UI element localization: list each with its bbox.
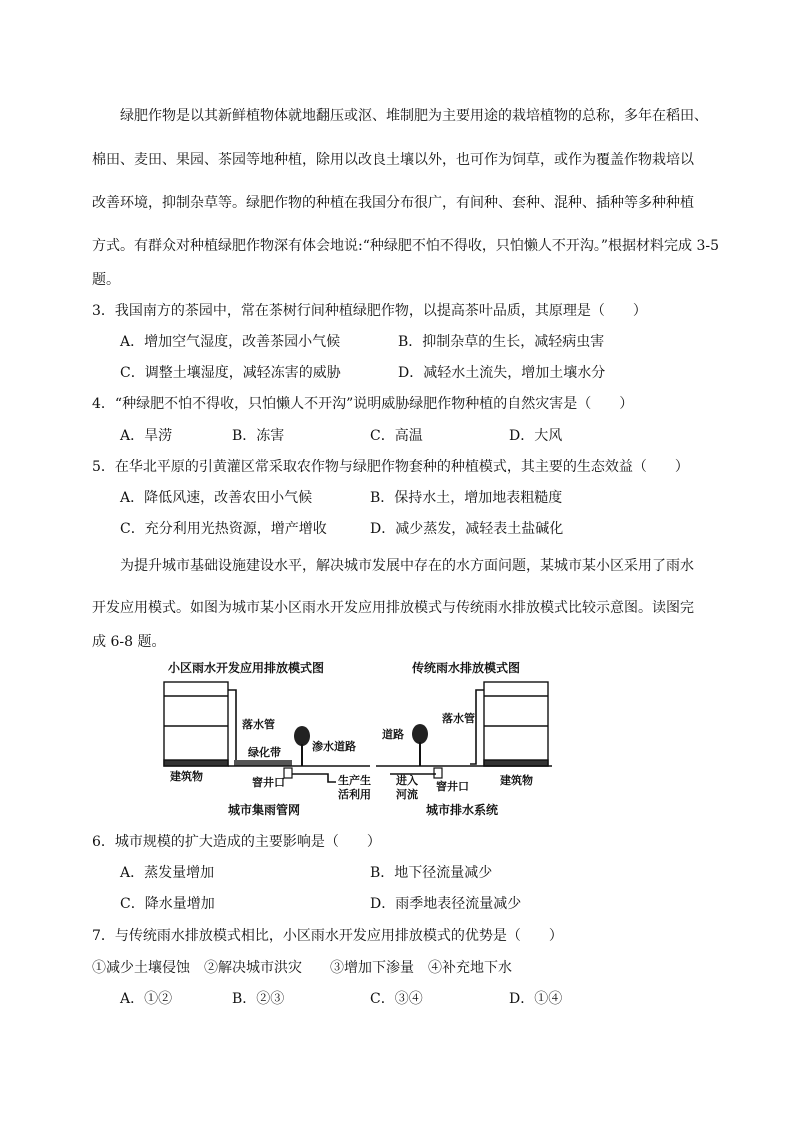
green-belt-label: 绿化带 bbox=[248, 746, 281, 759]
passage1-line-2: 棉田、麦田、果园、茶园等地种植，除用以改良土壤以外，也可作为饲草，或作为覆盖作物栽培以 bbox=[92, 152, 694, 168]
q6-option-d: D．雨季地表径流量减少 bbox=[370, 896, 522, 912]
green-belt bbox=[234, 760, 292, 766]
permeable-road-label: 渗水道路 bbox=[312, 740, 356, 753]
passage2-line-3: 成 6-8 题。 bbox=[92, 634, 166, 650]
passage1-line-3: 改善环境，抑制杂草等。绿肥作物的种植在我国分布很广，有间种、套种、混种、插种等多种种植 bbox=[92, 195, 694, 211]
q5-option-b: B．保持水土，增加地表粗糙度 bbox=[370, 490, 563, 506]
q4-option-b: B．冻害 bbox=[232, 428, 285, 444]
q6-option-c: C．降水量增加 bbox=[120, 896, 215, 912]
use-label-line1: 生产生 bbox=[338, 774, 371, 787]
q6-option-a: A．蒸发量增加 bbox=[120, 865, 215, 881]
passage1-line-1: 绿肥作物是以其新鲜植物体就地翻压或沤、堆制肥为主要用途的栽培植物的总称，多年在稻田、 bbox=[120, 108, 708, 124]
right-manhole bbox=[434, 768, 442, 778]
q4-option-c: C．高温 bbox=[370, 428, 423, 444]
road-label: 道路 bbox=[382, 728, 404, 741]
q7-option-b: B．②③ bbox=[232, 991, 285, 1007]
right-manhole-label: 窨井口 bbox=[436, 780, 469, 793]
question-7-stem: 7．与传统雨水排放模式相比，小区雨水开发应用排放模式的优势是（ ） bbox=[92, 928, 563, 944]
q5-option-c: C．充分利用光热资源，增产增收 bbox=[120, 521, 327, 537]
right-building-label: 建筑物 bbox=[500, 774, 533, 787]
right-figure-title: 传统雨水排放模式图 bbox=[412, 661, 521, 675]
right-tree-icon bbox=[412, 724, 428, 766]
left-manhole bbox=[284, 768, 292, 778]
question-6-stem: 6．城市规模的扩大造成的主要影响是（ ） bbox=[92, 834, 381, 850]
left-downpipe bbox=[228, 690, 242, 764]
into-river-line2: 河流 bbox=[396, 788, 418, 801]
q5-option-a: A．降低风速，改善农田小气候 bbox=[120, 490, 313, 506]
into-river-line1: 进入 bbox=[396, 774, 418, 787]
q3-option-a: A．增加空气湿度，改善茶园小气候 bbox=[120, 334, 341, 350]
passage2-line-2: 开发应用模式。如图为城市某小区雨水开发应用排放模式与传统雨水排放模式比较示意图。读图完 bbox=[92, 600, 694, 616]
right-figure-caption: 城市排水系统 bbox=[426, 803, 499, 817]
right-building bbox=[484, 682, 548, 766]
q4-option-d: D．大风 bbox=[509, 428, 563, 444]
q4-option-a: A．旱涝 bbox=[120, 428, 173, 444]
left-building-label: 建筑物 bbox=[170, 770, 203, 783]
passage1-line-5: 题。 bbox=[92, 272, 120, 288]
left-downpipe-label: 落水管 bbox=[242, 718, 275, 731]
left-figure-caption: 城市集雨管网 bbox=[228, 803, 301, 817]
question-4-stem: 4．“种绿肥不怕不得收，只怕懒人不开沟”说明威胁绿肥作物种植的自然灾害是（ ） bbox=[92, 396, 634, 412]
q3-option-b: B．抑制杂草的生长，减轻病虫害 bbox=[398, 334, 605, 350]
right-downpipe-label: 落水管 bbox=[442, 712, 475, 725]
left-figure-title: 小区雨水开发应用排放模式图 bbox=[168, 661, 325, 675]
question-3-stem: 3．我国南方的茶园中，常在茶树行间种植绿肥作物，以提高茶叶品质，其原理是（ ） bbox=[92, 303, 647, 319]
passage2-line-1: 为提升城市基础设施建设水平，解决城市发展中存在的水方面问题，某城市某小区采用了雨水 bbox=[120, 558, 694, 574]
q5-option-d: D．减少蒸发，减轻表土盐碱化 bbox=[370, 521, 564, 537]
q7-statements: ①减少土壤侵蚀 ②解决城市洪灾 ③增加下渗量 ④补充地下水 bbox=[92, 960, 512, 976]
q7-option-c: C．③④ bbox=[370, 991, 423, 1007]
left-tree-icon bbox=[294, 726, 310, 766]
q3-option-d: D．减轻水土流失，增加土壤水分 bbox=[398, 365, 606, 381]
q6-option-b: B．地下径流量减少 bbox=[370, 865, 493, 881]
left-collection-pipe bbox=[292, 774, 336, 782]
question-5-stem: 5．在华北平原的引黄灌区常采取农作物与绿肥作物套种的种植模式，其主要的生态效益（ ） bbox=[92, 459, 689, 475]
right-downpipe bbox=[470, 690, 484, 764]
left-manhole-label: 窨井口 bbox=[252, 776, 285, 789]
use-label-line2: 活利用 bbox=[338, 788, 371, 801]
left-building bbox=[164, 682, 228, 766]
rainwater-comparison-figure bbox=[150, 656, 560, 822]
passage1-line-4: 方式。有群众对种植绿肥作物深有体会地说:“种绿肥不怕不得收，只怕懒人不开沟。”根据材料完成 3-5 bbox=[92, 238, 720, 254]
q7-option-d: D．①④ bbox=[509, 991, 563, 1007]
q3-option-c: C．调整土壤湿度，减轻冻害的威胁 bbox=[120, 365, 341, 381]
q7-option-a: A．①② bbox=[120, 991, 173, 1007]
